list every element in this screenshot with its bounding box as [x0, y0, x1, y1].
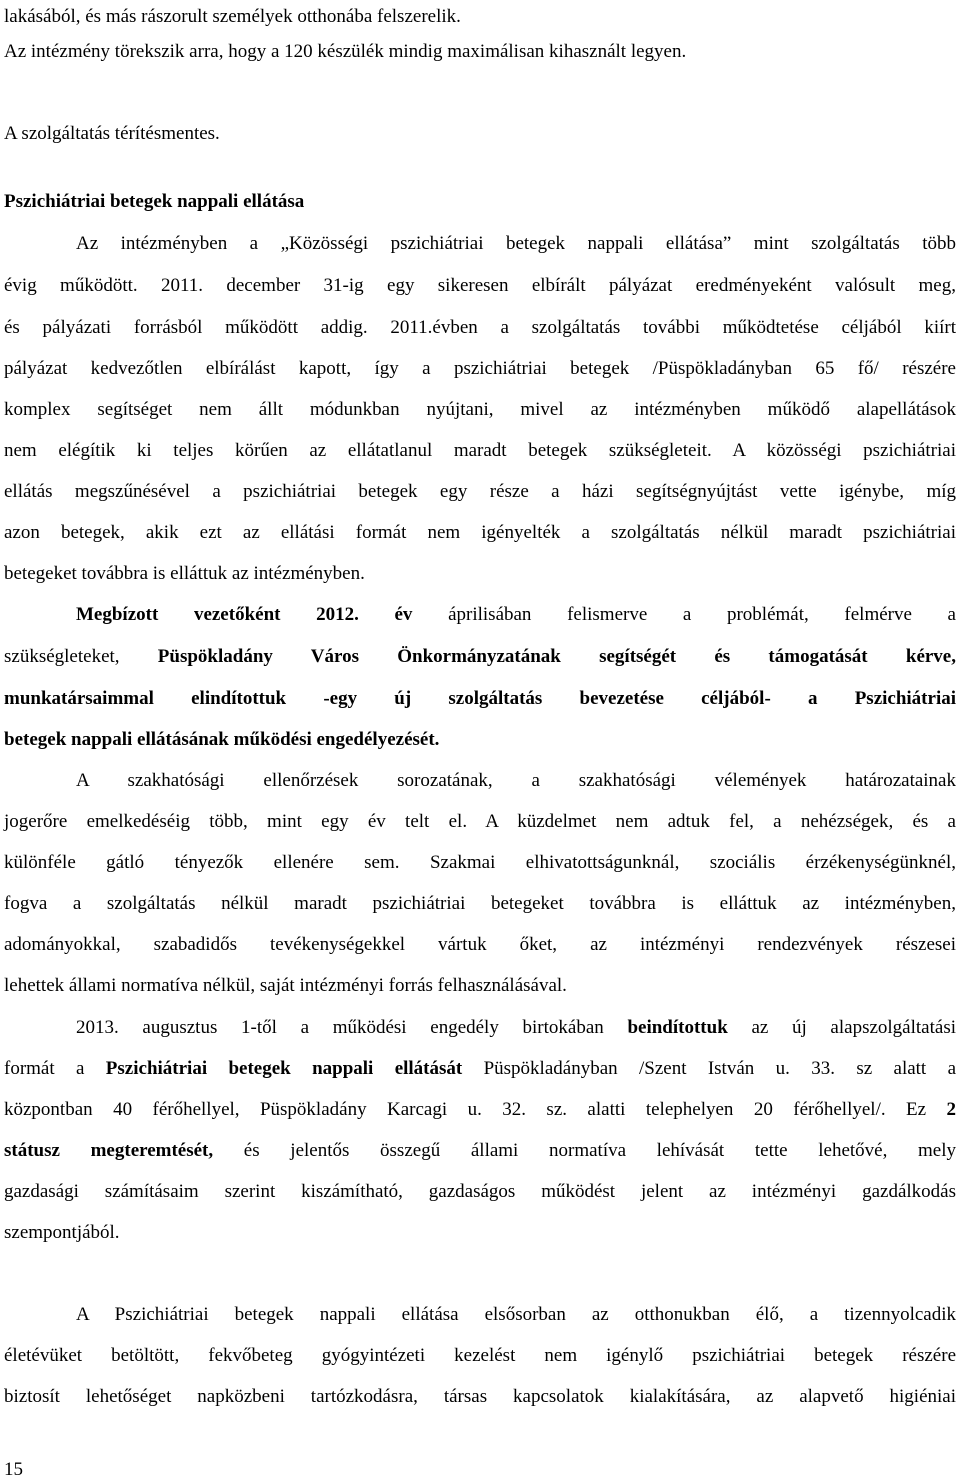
text-line: [4, 355, 956, 383]
text-run: lehettek állami normatíva nélkül, saját intézményi forrás felhasználásával.: [4, 975, 567, 996]
text-run: áprilisában felismerve a problémát, felmérve a: [412, 604, 956, 625]
text-run: nem elégítik ki teljes körűen az ellátatlanul maradt betegek szükségleteit. A közösségi pszichiátriai: [4, 440, 956, 461]
text-run: 2013. augusztus 1-től a működési engedély birtokában: [76, 1017, 628, 1038]
text-line: [76, 601, 956, 629]
bold-text-run: betegek nappali ellátásának működési engedélyezését.: [4, 729, 440, 750]
text-run: biztosít lehetőséget napközbeni tartózkodásra, társas kapcsolatok kialakítására, az alapvető higiéniai: [4, 1386, 956, 1407]
text-line: [4, 808, 956, 836]
text-line: [4, 1383, 956, 1411]
text-run: Püspökladányban /Szent István u. 33. sz alatt a: [462, 1058, 956, 1079]
text-line: [76, 1301, 956, 1329]
text-line: [4, 478, 956, 506]
text-run: szükségleteket,: [4, 646, 158, 667]
text-run: A szolgáltatás térítésmentes.: [4, 123, 220, 144]
text-run: különféle gátló tényezők ellenére sem. Szakmai elhivatottságunknál, szociális érzékenységünknél,: [4, 852, 956, 873]
text-line: [4, 972, 956, 1000]
bold-text-run: státusz megteremtését,: [4, 1140, 214, 1161]
text-run: és jelentős összegű állami normatíva lehívását tette lehetővé, mely: [213, 1140, 956, 1161]
text-line: [4, 1137, 956, 1165]
text-run: Az intézmény törekszik arra, hogy a 120 készülék mindig maximálisan kihasznált legyen.: [4, 41, 687, 62]
text-run: fogva a szolgáltatás nélkül maradt pszichiátriai betegeket továbbra is elláttuk az intézményben,: [4, 893, 956, 914]
text-line: [4, 643, 956, 671]
bold-text-run: munkatársaimmal elindítottuk -egy új szolgáltatás bevezetése céljából- a Pszichiátriai: [4, 688, 956, 709]
text-line: [4, 1342, 956, 1370]
text-line: [4, 1055, 956, 1083]
text-line: [4, 1219, 956, 1247]
bold-text-run: Pszichiátriai betegek nappali ellátása: [4, 191, 305, 212]
text-line: [4, 38, 956, 66]
text-run: évig működött. 2011. december 31-ig egy sikeresen elbírált pályázat eredményeként valósult meg,: [4, 275, 956, 296]
text-line: [4, 3, 956, 31]
text-line: [4, 396, 956, 424]
text-run: Az intézményben a „Közösségi pszichiátriai betegek nappali ellátása” mint szolgáltatás több: [76, 233, 956, 254]
text-line: [4, 437, 956, 465]
text-run: A szakhatósági ellenőrzések sorozatának, a szakhatósági vélemények határozatainak: [76, 770, 956, 791]
text-run: jogerőre emelkedéséig több, mint egy év telt el. A küzdelmet nem adtuk fel, a nehézségek, és a: [4, 811, 956, 832]
text-run: formát a: [4, 1058, 106, 1079]
text-line: [4, 890, 956, 918]
bold-text-run: beindítottuk: [627, 1017, 728, 1038]
text-line: [4, 560, 956, 588]
text-run: betegeket továbbra is elláttuk az intézményben.: [4, 563, 365, 584]
bold-text-run: 2: [946, 1099, 956, 1120]
text-run: életévüket betöltött, fekvőbeteg gyógyintézeti kezelést nem igénylő pszichiátriai betegek részére: [4, 1345, 956, 1366]
text-run: ellátás megszűnésével a pszichiátriai betegek egy része a házi segítségnyújtást vette igénybe, míg: [4, 481, 956, 502]
text-run: adományokkal, szabadidős tevékenységekkel vártuk őket, az intézményi rendezvények részesei: [4, 934, 956, 955]
text-run: szempontjából.: [4, 1222, 120, 1243]
text-line: [4, 685, 956, 713]
text-line: [4, 1178, 956, 1206]
text-line: [4, 726, 956, 754]
text-run: és pályázati forrásból működött addig. 2011.évben a szolgáltatás további működtetése céljából kiírt: [4, 317, 956, 338]
section-heading: [4, 188, 956, 216]
text-run: az új alapszolgáltatási: [727, 1017, 956, 1038]
text-run: A Pszichiátriai betegek nappali ellátása elsősorban az otthonukban élő, a tizennyolcadik: [76, 1304, 956, 1325]
bold-text-run: Pszichiátriai betegek nappali ellátását: [105, 1058, 463, 1079]
text-line: [76, 1014, 956, 1042]
text-line: [4, 849, 956, 877]
text-line: [4, 519, 956, 547]
text-run: azon betegek, akik ezt az ellátási formát nem igényelték a szolgáltatás nélkül maradt pszichiátriai: [4, 522, 956, 543]
bold-text-run: Megbízott vezetőként 2012. év: [76, 604, 413, 625]
text-line: [4, 1096, 956, 1124]
page-number: 15: [4, 1459, 23, 1480]
text-line: [4, 314, 956, 342]
text-run: központban 40 férőhellyel, Püspökladány Karcagi u. 32. sz. alatti telephelyen 20 férőhellyel/. Ez: [4, 1099, 947, 1120]
text-run: lakásából, és más rászorult személyek otthonába felszerelik.: [4, 6, 461, 27]
text-line: [76, 767, 956, 795]
text-line: [4, 931, 956, 959]
text-run: pályázat kedvezőtlen elbírálást kapott, így a pszichiátriai betegek /Püspökladányban 65 fő/ részére: [4, 358, 956, 379]
text-line: [4, 272, 956, 300]
bold-text-run: Püspökladány Város Önkormányzatának segítségét és támogatását kérve,: [157, 646, 956, 667]
text-line: [4, 120, 956, 148]
text-run: gazdasági számításaim szerint kiszámítható, gazdaságos működést jelent az intézményi gazdálkodás: [4, 1181, 956, 1202]
text-line: [76, 230, 956, 258]
text-run: komplex segítséget nem állt módunkban nyújtani, mivel az intézményben működő alapellátások: [4, 399, 956, 420]
